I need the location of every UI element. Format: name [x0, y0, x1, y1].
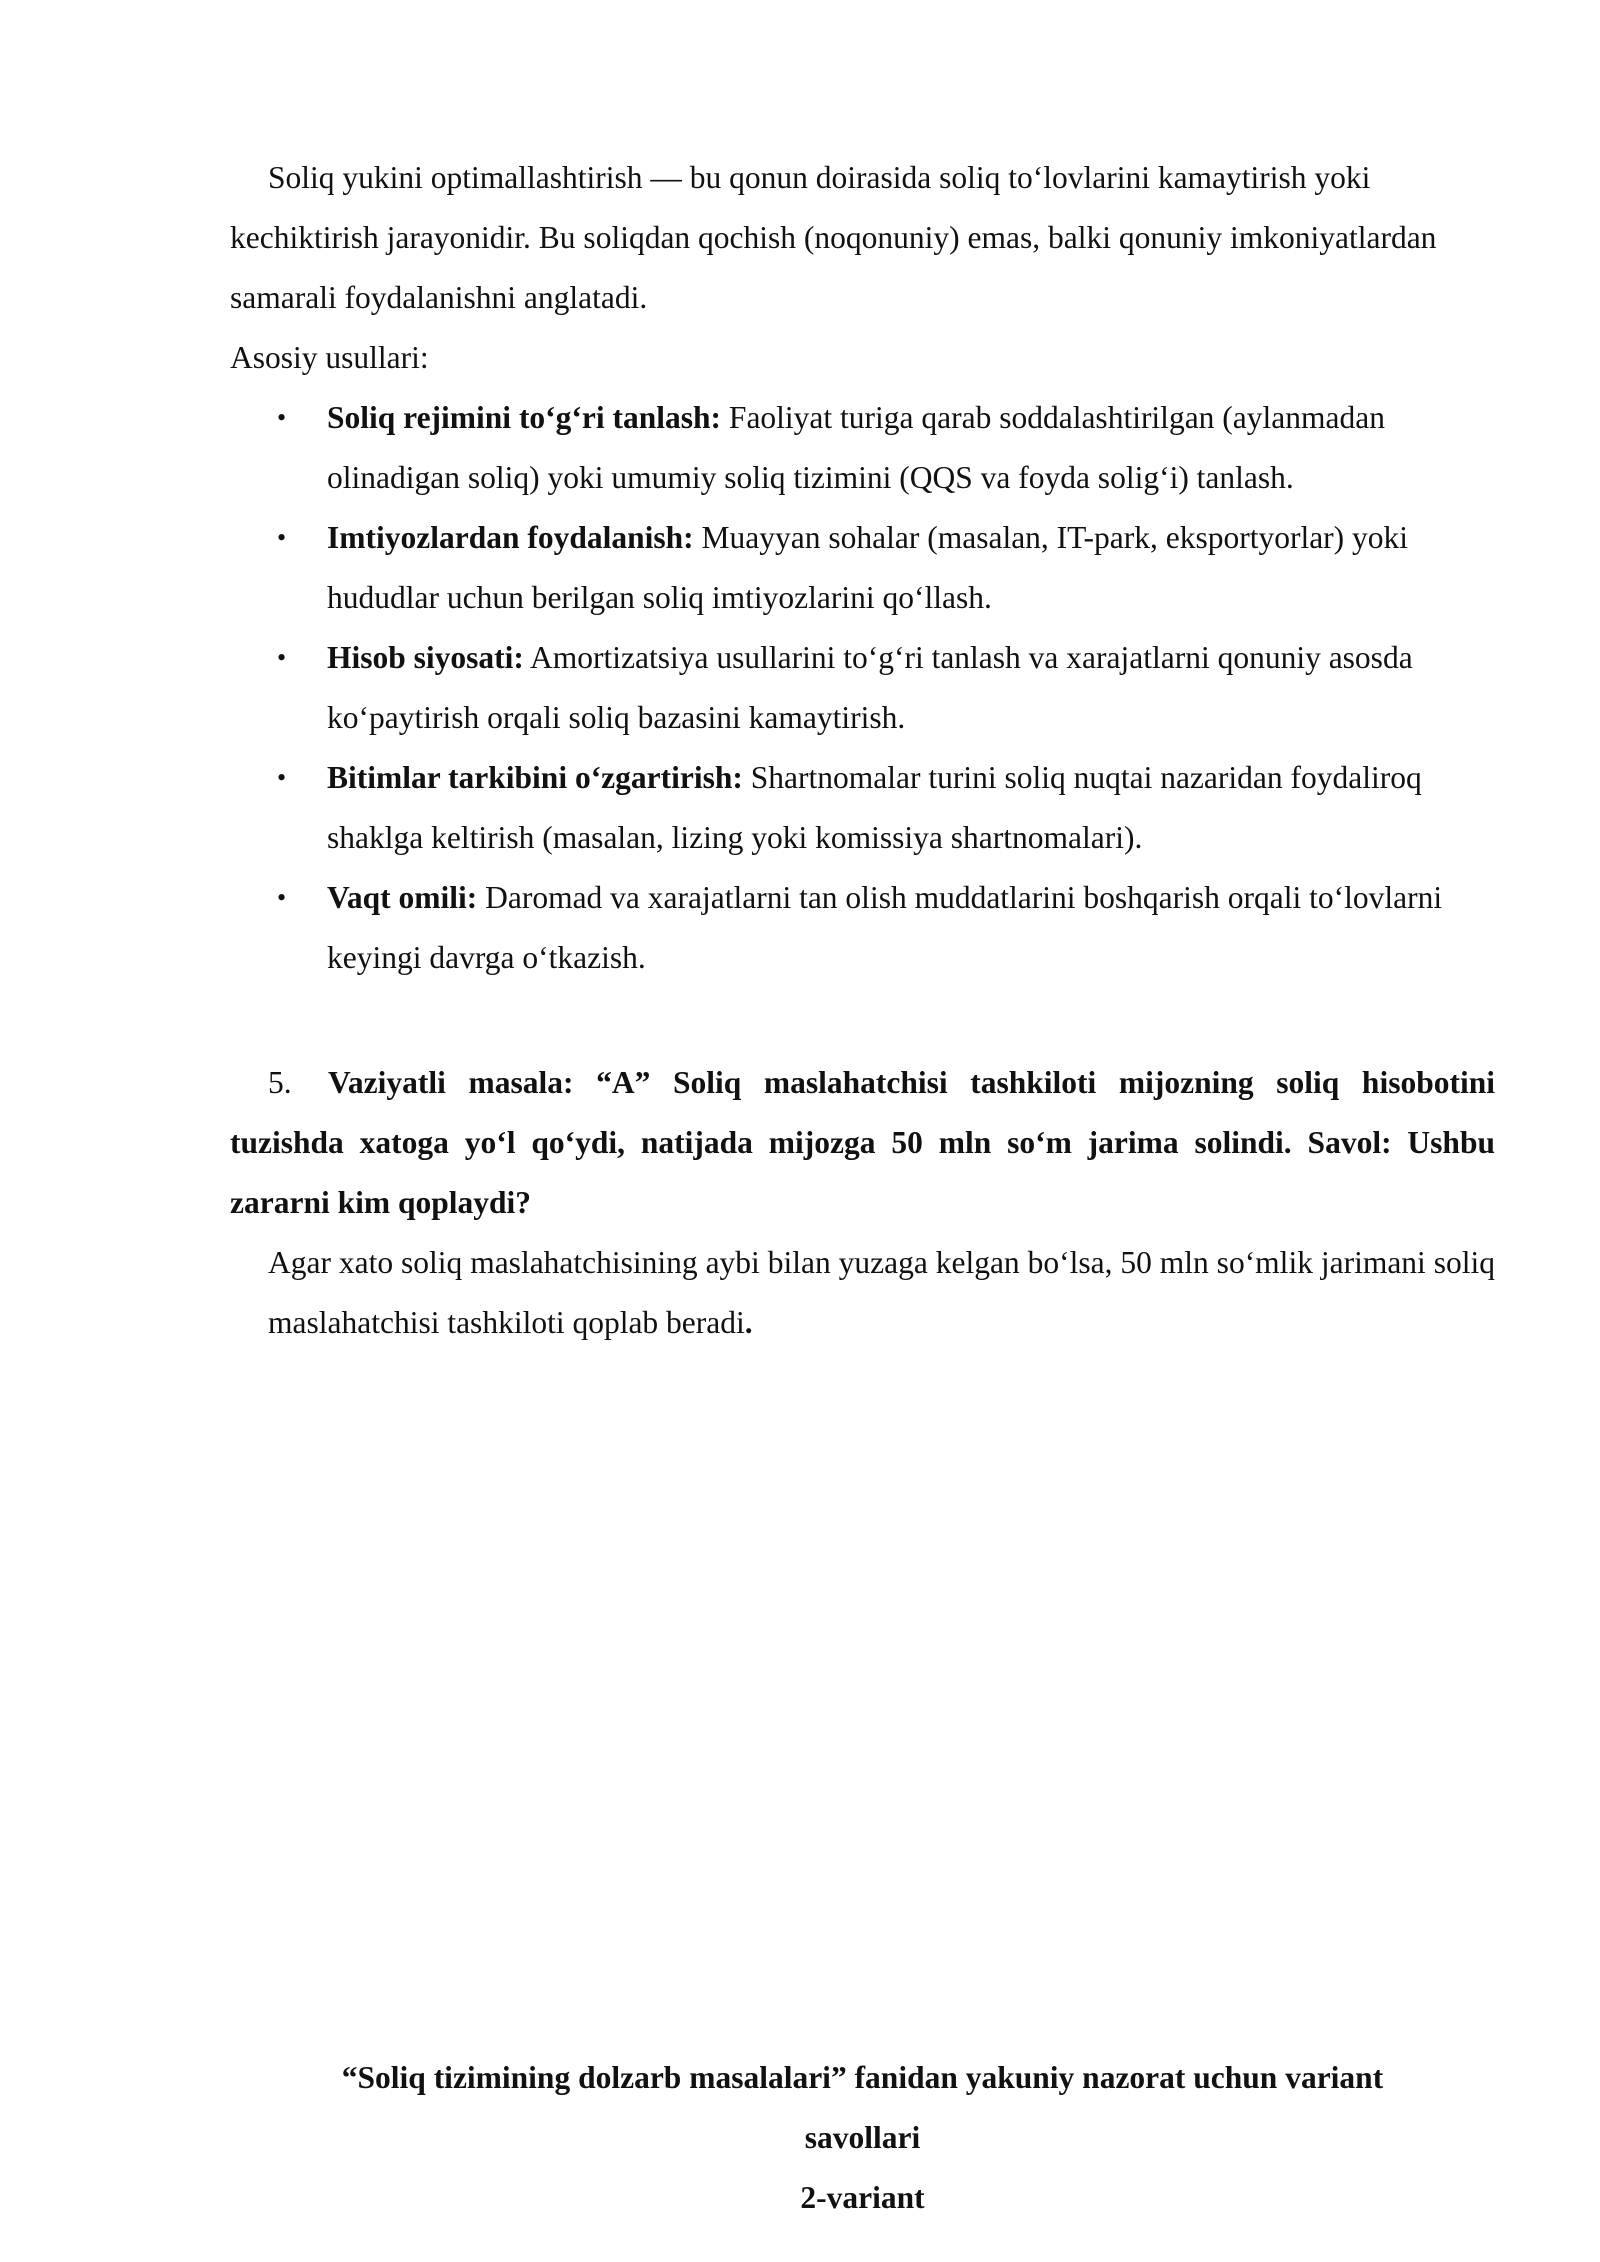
bullet-icon: •	[277, 883, 287, 912]
list-item	[277, 868, 1495, 988]
method-text: Amortizatsiya usullarini to‘g‘ri tanlash va xarajatlarni qonuniy asosda ko‘paytirish orqali soliq bazasini kamaytirish.	[327, 640, 1413, 735]
method-title: Imtiyozlardan foydalanish:	[327, 520, 694, 555]
bullet-icon: •	[277, 643, 287, 672]
method-text: Faoliyat turiga qarab soddalashtirilgan (aylanmadan olinadigan soliq) yoki umumiy soliq tizimini (QQS va foyda solig‘i) tanlash.	[327, 400, 1385, 495]
exam-title-line1: “Soliq tizimining dolzarb masalalari” fanidan yakuniy nazorat uchun variant	[341, 2060, 1384, 2095]
method-text: Shartnomalar turini soliq nuqtai nazaridan foydaliroq shaklga keltirish (masalan, lizing yoki komissiya shartnomalari).	[327, 760, 1422, 855]
exam-title	[230, 2048, 1495, 2228]
list-item	[277, 748, 1495, 868]
exam-title-line2: savollari	[804, 2120, 921, 2155]
method-title: Hisob siyosati:	[327, 640, 524, 675]
method-title: Bitimlar tarkibini o‘zgartirish:	[327, 760, 743, 795]
task-number: 5.	[268, 1065, 292, 1100]
bullet-icon: •	[277, 523, 287, 552]
task-answer-text: Agar xato soliq maslahatchisining aybi bilan yuzaga kelgan bo‘lsa, 50 mln so‘mlik jarimani soliq maslahatchisi tashkiloti qoplab beradi	[268, 1245, 1495, 1340]
document-body	[230, 148, 1495, 1353]
method-title: Vaqt omili:	[327, 880, 478, 915]
bullet-icon: •	[277, 403, 287, 432]
methods-heading: Asosiy usullari:	[230, 340, 429, 375]
task-answer	[230, 1233, 1495, 1353]
list-item	[277, 388, 1495, 508]
methods-list	[230, 388, 1495, 988]
method-text: Muayyan sohalar (masalan, IT-park, eksportyorlar) yoki hududlar uchun berilgan soliq imtiyozlarini qo‘llash.	[327, 520, 1409, 615]
task-question	[230, 1053, 1495, 1233]
list-item	[277, 508, 1495, 628]
task-question-text: Vaziyatli masala: “A” Soliq maslahatchisi tashkiloti mijozning soliq hisobotini tuzishda xatoga yo‘l qo‘ydi, natijada mijozga 50 mln so‘m jarima solindi. Savol: Ushbu zararni kim qoplaydi?	[230, 1065, 1495, 1220]
bullet-icon: •	[277, 763, 287, 792]
variant-label: 2-variant	[800, 2180, 925, 2215]
method-title: Soliq rejimini to‘g‘ri tanlash:	[327, 400, 722, 435]
method-text: Daromad va xarajatlarni tan olish muddatlarini boshqarish orqali to‘lovlarni keyingi davrga o‘tkazish.	[327, 880, 1443, 975]
task-answer-end: .	[744, 1305, 753, 1340]
list-item	[277, 628, 1495, 748]
intro-paragraph: Soliq yukini optimallashtirish — bu qonun doirasida soliq to‘lovlarini kamaytirish yoki kechiktirish jarayonidir. Bu soliqdan qochish (noqonuniy) emas, balki qonuniy imkoniyatlardan samarali foydalanishni anglatadi.	[230, 160, 1437, 315]
